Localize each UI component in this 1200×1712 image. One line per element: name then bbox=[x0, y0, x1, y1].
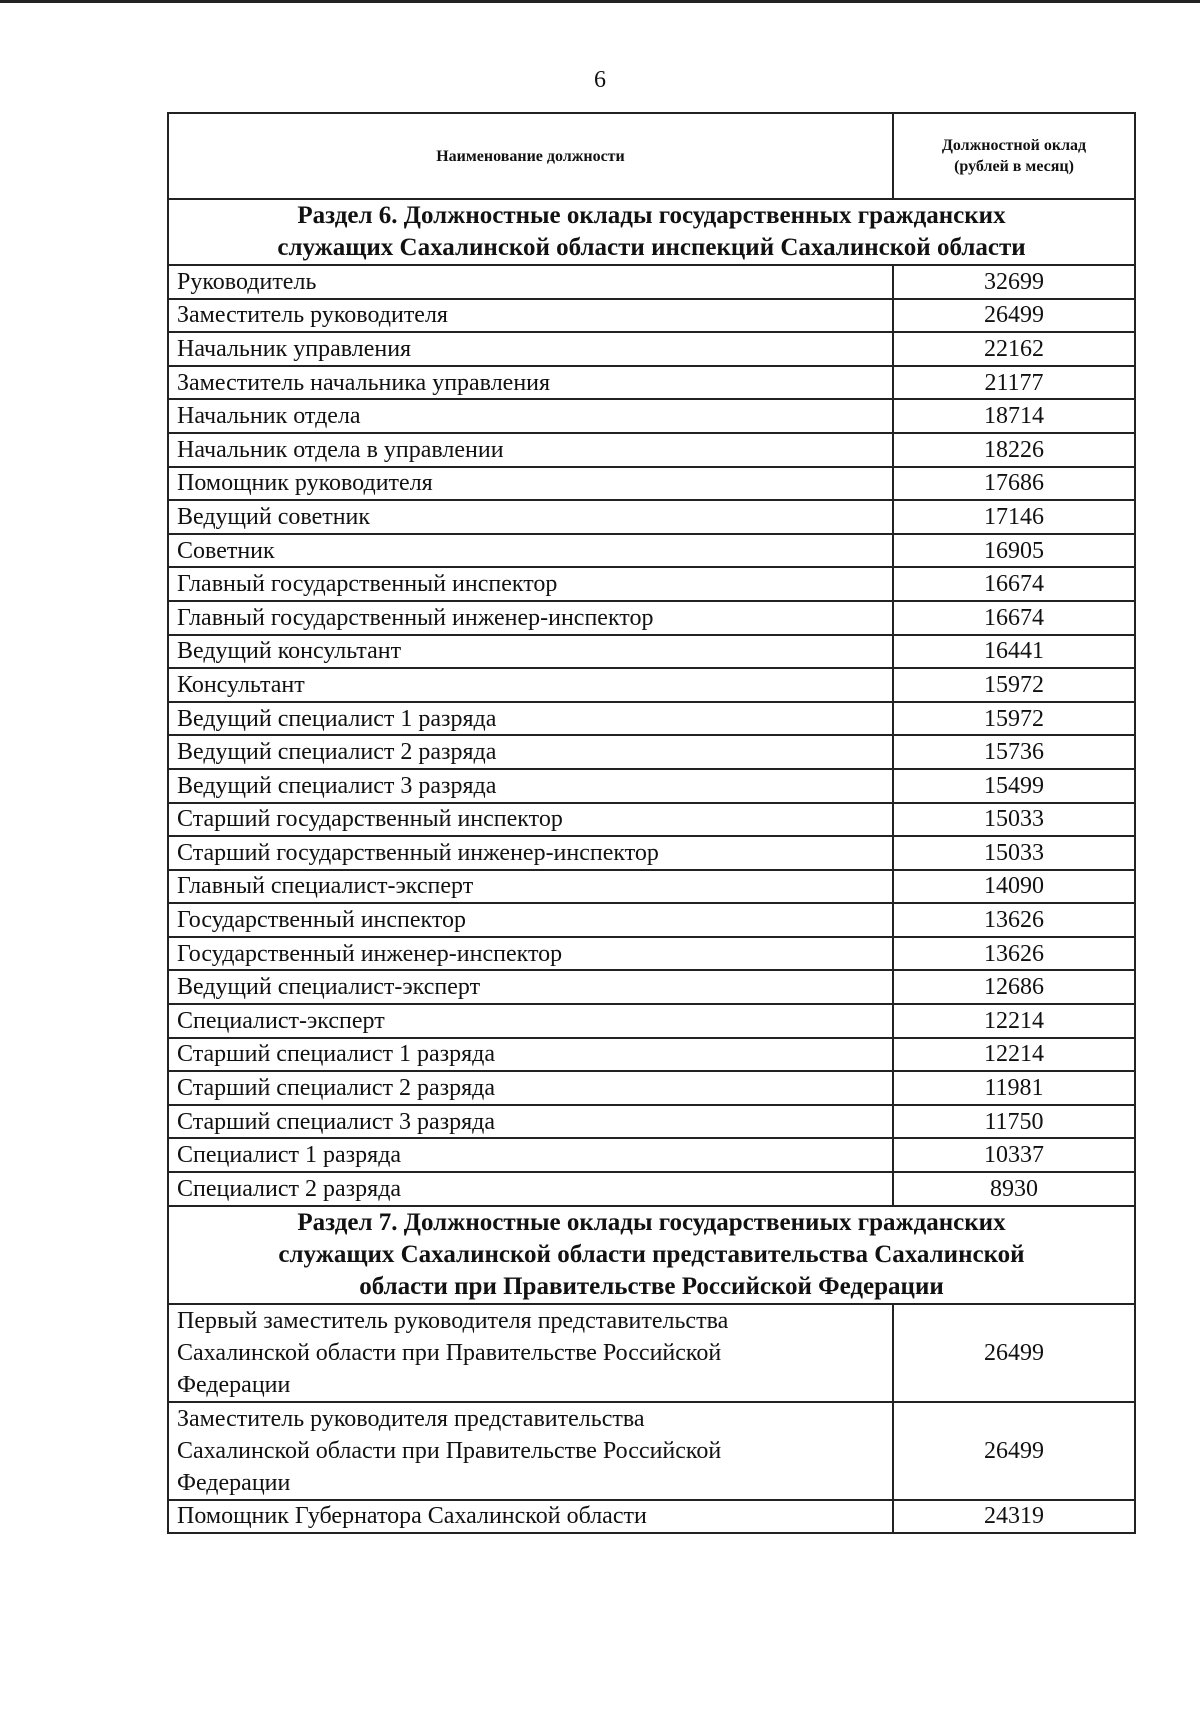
position-name: Главный государственный инженер-инспектор bbox=[168, 601, 893, 635]
section7-title-row bbox=[168, 1206, 1135, 1304]
position-name-line2: Сахалинской области при Правительстве Российской bbox=[177, 1437, 722, 1464]
salary-value: 12214 bbox=[893, 1038, 1135, 1072]
salary-value: 11750 bbox=[893, 1105, 1135, 1139]
table-row bbox=[168, 1402, 1135, 1500]
salary-value: 15033 bbox=[893, 803, 1135, 837]
table-row bbox=[168, 1105, 1135, 1139]
header-salary bbox=[893, 113, 1135, 199]
table-row bbox=[168, 1304, 1135, 1402]
header-salary-line2: (рублей в месяц) bbox=[954, 158, 1074, 175]
position-name: Главный государственный инспектор bbox=[168, 567, 893, 601]
position-name: Государственный инспектор bbox=[168, 903, 893, 937]
salary-value: 11981 bbox=[893, 1071, 1135, 1105]
salary-value: 17686 bbox=[893, 467, 1135, 501]
position-name: Ведущий специалист-эксперт bbox=[168, 970, 893, 1004]
table-row bbox=[168, 836, 1135, 870]
table-row bbox=[168, 467, 1135, 501]
salary-value: 26499 bbox=[893, 1402, 1135, 1500]
top-border-line bbox=[0, 0, 1200, 3]
table-row bbox=[168, 1038, 1135, 1072]
salary-value: 26499 bbox=[893, 299, 1135, 333]
salary-value: 15972 bbox=[893, 702, 1135, 736]
salary-value: 32699 bbox=[893, 265, 1135, 299]
salary-value: 18714 bbox=[893, 399, 1135, 433]
salary-value: 12214 bbox=[893, 1004, 1135, 1038]
position-name: Старший специалист 1 разряда bbox=[168, 1038, 893, 1072]
table-row bbox=[168, 332, 1135, 366]
salary-value: 15499 bbox=[893, 769, 1135, 803]
table-row bbox=[168, 567, 1135, 601]
position-name: Советник bbox=[168, 534, 893, 568]
position-name-line3: Федерации bbox=[177, 1469, 291, 1496]
section7-title-line1: Раздел 7. Должностные оклады государствениых гражданских bbox=[297, 1208, 1006, 1236]
position-name: Старший государственный инспектор bbox=[168, 803, 893, 837]
position-name: Специалист-эксперт bbox=[168, 1004, 893, 1038]
section7-title-line2: служащих Сахалинской области представительства Сахалинской bbox=[278, 1240, 1025, 1268]
position-name-line1: Первый заместитель руководителя представительства bbox=[177, 1307, 729, 1334]
table-row bbox=[168, 803, 1135, 837]
salary-value: 12686 bbox=[893, 970, 1135, 1004]
table-row bbox=[168, 1004, 1135, 1038]
table-row bbox=[168, 366, 1135, 400]
salary-table bbox=[167, 112, 1136, 1534]
position-name: Начальник отдела в управлении bbox=[168, 433, 893, 467]
table-row bbox=[168, 769, 1135, 803]
position-name: Заместитель начальника управления bbox=[168, 366, 893, 400]
position-name: Ведущий специалист 1 разряда bbox=[168, 702, 893, 736]
table-row bbox=[168, 970, 1135, 1004]
salary-value: 10337 bbox=[893, 1138, 1135, 1172]
page-number: 6 bbox=[594, 67, 606, 93]
table-row bbox=[168, 1138, 1135, 1172]
table-row bbox=[168, 299, 1135, 333]
position-name: Руководитель bbox=[168, 265, 893, 299]
table-row bbox=[168, 399, 1135, 433]
table-header-row bbox=[168, 113, 1135, 199]
table-row bbox=[168, 937, 1135, 971]
salary-value: 16441 bbox=[893, 635, 1135, 669]
position-name: Заместитель руководителя bbox=[168, 299, 893, 333]
salary-value: 14090 bbox=[893, 870, 1135, 904]
header-position-name: Наименование должности bbox=[168, 113, 893, 199]
table-row bbox=[168, 1071, 1135, 1105]
position-name: Ведущий специалист 2 разряда bbox=[168, 735, 893, 769]
position-name: Специалист 1 разряда bbox=[168, 1138, 893, 1172]
section6-title bbox=[168, 199, 1135, 265]
table-row bbox=[168, 1172, 1135, 1206]
header-salary-line1: Должностной оклад bbox=[941, 137, 1087, 154]
position-name: Консультант bbox=[168, 668, 893, 702]
table-row bbox=[168, 433, 1135, 467]
position-name: Старший специалист 3 разряда bbox=[168, 1105, 893, 1139]
salary-value: 22162 bbox=[893, 332, 1135, 366]
position-name: Ведущий консультант bbox=[168, 635, 893, 669]
salary-value: 13626 bbox=[893, 903, 1135, 937]
section7-title bbox=[168, 1206, 1135, 1304]
salary-value: 16905 bbox=[893, 534, 1135, 568]
salary-value: 15972 bbox=[893, 668, 1135, 702]
salary-value: 21177 bbox=[893, 366, 1135, 400]
salary-value: 8930 bbox=[893, 1172, 1135, 1206]
table-row bbox=[168, 668, 1135, 702]
salary-value: 26499 bbox=[893, 1304, 1135, 1402]
position-name: Главный специалист-эксперт bbox=[168, 870, 893, 904]
position-name: Старший государственный инженер-инспектор bbox=[168, 836, 893, 870]
position-name: Государственный инженер-инспектор bbox=[168, 937, 893, 971]
position-name: Ведущий специалист 3 разряда bbox=[168, 769, 893, 803]
position-name: Начальник управления bbox=[168, 332, 893, 366]
salary-value: 15033 bbox=[893, 836, 1135, 870]
position-name: Начальник отдела bbox=[168, 399, 893, 433]
table-row bbox=[168, 702, 1135, 736]
position-name-line1: Заместитель руководителя представительства bbox=[177, 1405, 645, 1432]
table-row bbox=[168, 635, 1135, 669]
table-row bbox=[168, 1500, 1135, 1534]
section7-title-line3: области при Правительстве Российской Федерации bbox=[359, 1272, 944, 1300]
position-name: Старший специалист 2 разряда bbox=[168, 1071, 893, 1105]
salary-value: 17146 bbox=[893, 500, 1135, 534]
position-name bbox=[168, 1304, 893, 1402]
table-row bbox=[168, 735, 1135, 769]
salary-value: 16674 bbox=[893, 601, 1135, 635]
table-row bbox=[168, 601, 1135, 635]
position-name: Помощник Губернатора Сахалинской области bbox=[168, 1500, 893, 1534]
table-row bbox=[168, 265, 1135, 299]
position-name-line3: Федерации bbox=[177, 1371, 291, 1398]
salary-value: 18226 bbox=[893, 433, 1135, 467]
salary-value: 15736 bbox=[893, 735, 1135, 769]
salary-value: 16674 bbox=[893, 567, 1135, 601]
table-row bbox=[168, 903, 1135, 937]
position-name-line2: Сахалинской области при Правительстве Российской bbox=[177, 1339, 722, 1366]
position-name: Помощник руководителя bbox=[168, 467, 893, 501]
table-row bbox=[168, 870, 1135, 904]
position-name: Специалист 2 разряда bbox=[168, 1172, 893, 1206]
salary-value: 13626 bbox=[893, 937, 1135, 971]
table-row bbox=[168, 500, 1135, 534]
position-name bbox=[168, 1402, 893, 1500]
section6-title-line1: Раздел 6. Должностные оклады государственных гражданских bbox=[297, 202, 1006, 229]
section6-title-line2: служащих Сахалинской области инспекций Сахалинской области bbox=[277, 234, 1026, 261]
section6-title-row bbox=[168, 199, 1135, 265]
salary-value: 24319 bbox=[893, 1500, 1135, 1534]
position-name: Ведущий советник bbox=[168, 500, 893, 534]
table-row bbox=[168, 534, 1135, 568]
